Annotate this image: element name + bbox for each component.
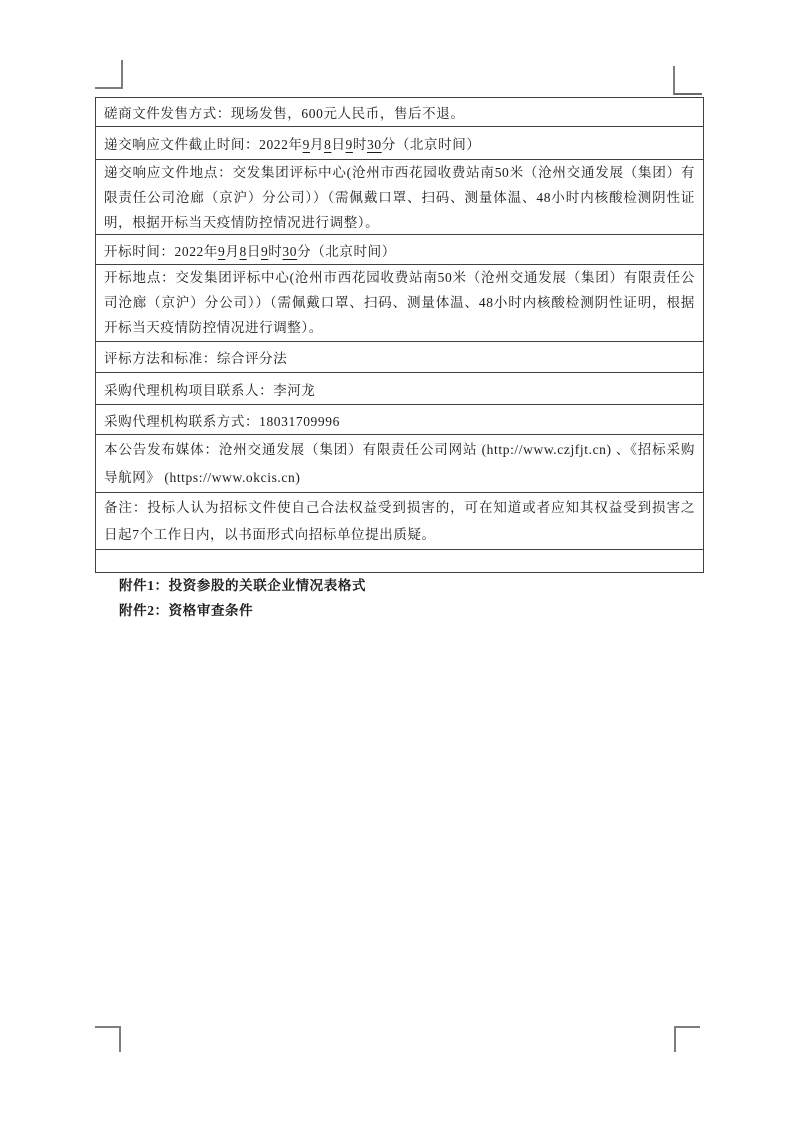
row-announcement-media	[96, 435, 703, 493]
row-value: 沧州交通发展（集团）有限责任公司网站 (http://www.czjfjt.cn) 、《招标采购导航网》 (https://www.okcis.cn)	[104, 442, 695, 485]
date-part: 时	[268, 243, 283, 259]
date-part-underlined: 30	[282, 243, 298, 259]
announcement-table	[95, 97, 704, 573]
row-value: 交发集团评标中心(沧州市西花园收费站南50米（沧州交通发展（集团）有限责任公司沧廊（京沪）分公司））（需佩戴口罩、扫码、测量体温、48小时内核酸检测阴性证明，根据开标当天疫情防控情况进行调整）。	[104, 270, 696, 335]
crop-mark-bottom-right-icon	[674, 1026, 700, 1052]
row-value: 18031709996	[259, 413, 340, 429]
row-text	[104, 435, 695, 492]
row-value: 投标人认为招标文件使自己合法权益受到损害的，可在知道或者应知其权益受到损害之日起7个工作日内，以书面形式向招标单位提出质疑。	[104, 500, 695, 542]
row-text	[104, 133, 480, 153]
row-bid-opening-location	[96, 265, 703, 342]
row-evaluation-method	[96, 342, 703, 373]
row-text	[104, 265, 695, 340]
row-label: 递交响应文件截止时间：	[104, 137, 260, 152]
row-remarks	[96, 493, 703, 550]
row-agency-contact-person	[96, 373, 703, 405]
date-part-underlined: 9	[260, 243, 269, 259]
date-part: 月	[309, 137, 325, 152]
row-label: 磋商文件发售方式：	[104, 106, 231, 121]
date-part: 日	[246, 243, 261, 259]
crop-mark-bottom-left-icon	[95, 1026, 121, 1052]
row-response-location	[96, 160, 703, 235]
date-part-underlined: 30	[367, 137, 382, 152]
row-text	[104, 102, 464, 122]
attachment-2: 附件2：资格审查条件	[119, 603, 254, 618]
date-part: 分（北京时间）	[297, 243, 396, 259]
date-part: 时	[352, 137, 368, 152]
date-part-underlined: 8	[239, 243, 247, 259]
crop-mark-top-right-icon	[673, 66, 702, 95]
row-bid-opening-time	[96, 235, 703, 265]
date-part-underlined: 9	[302, 137, 310, 152]
row-text	[104, 240, 396, 260]
row-value: 现场发售，600元人民币，售后不退。	[230, 106, 465, 121]
date-part: 月	[225, 243, 240, 259]
row-value: 交发集团评标中心(沧州市西花园收费站南50米（沧州交通发展（集团）有限责任公司沧廊（京沪）分公司））（需佩戴口罩、扫码、测量体温、48小时内核酸检测阴性证明，根据开标当天疫情防控情况进行调整）。	[104, 165, 695, 230]
date-part-underlined: 9	[218, 243, 226, 259]
row-label: 备注：	[104, 500, 148, 515]
date-part-underlined: 9	[345, 137, 353, 152]
row-label: 开标时间：	[104, 243, 175, 259]
row-empty	[96, 550, 703, 572]
row-label: 开标地点：	[104, 270, 176, 285]
attachment-1: 附件1：投资参股的关联企业情况表格式	[119, 578, 367, 593]
row-label: 递交响应文件地点：	[104, 165, 233, 180]
row-agency-contact-phone	[96, 405, 703, 435]
row-text	[104, 347, 287, 367]
row-text	[104, 493, 695, 548]
row-sale-method	[96, 98, 703, 127]
row-label: 评标方法和标准：	[104, 351, 217, 366]
attachments-list	[119, 577, 366, 627]
date-part-underlined: 8	[324, 137, 332, 152]
row-label: 采购代理机构项目联系人：	[104, 382, 274, 398]
row-text	[104, 410, 340, 430]
crop-mark-top-left-icon	[95, 60, 123, 89]
row-text	[104, 379, 316, 399]
row-response-deadline	[96, 127, 703, 160]
date-part: 2022年	[174, 243, 218, 259]
date-part: 2022年	[259, 137, 303, 152]
row-value: 综合评分法	[216, 351, 288, 366]
row-value: 李河龙	[273, 382, 316, 398]
date-part: 分（北京时间）	[381, 137, 481, 152]
row-label: 本公告发布媒体：	[104, 442, 219, 457]
row-text	[104, 160, 695, 235]
date-part: 日	[331, 137, 346, 152]
row-label: 采购代理机构联系方式：	[104, 413, 260, 429]
